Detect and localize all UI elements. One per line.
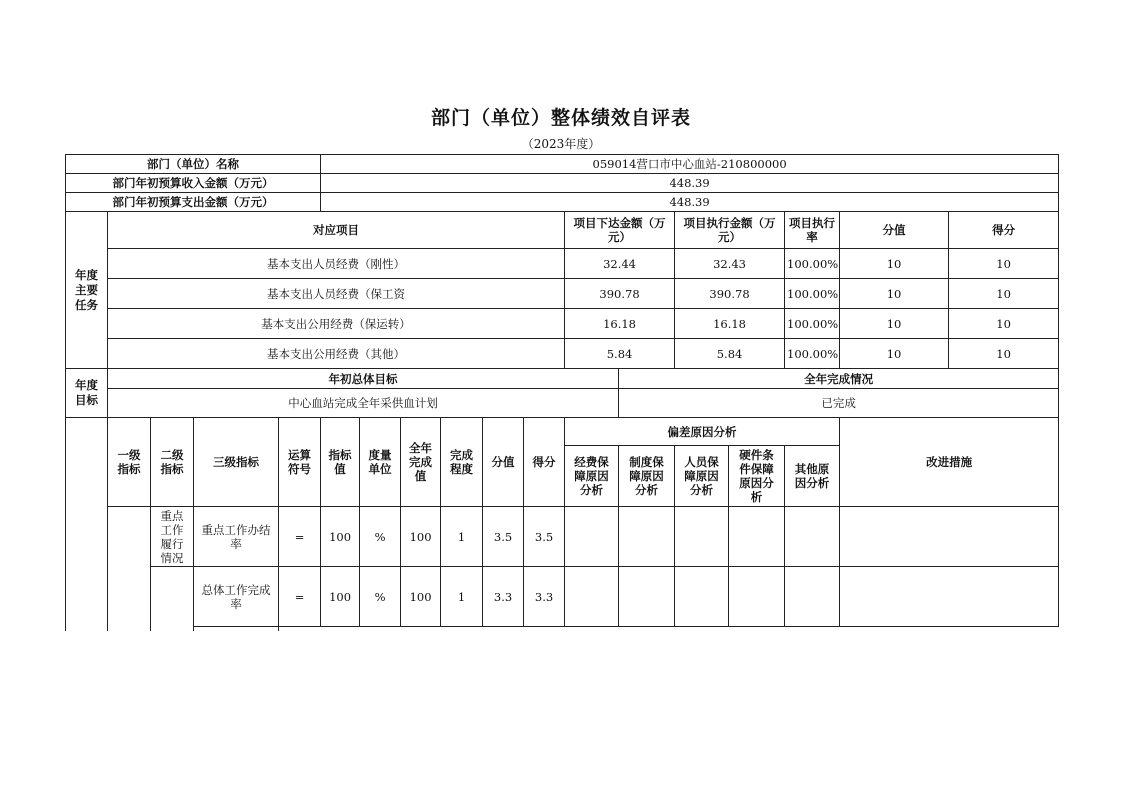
tasks-col-item: 对应项目 [108,212,565,249]
col-level3: 三级指标 [194,418,279,507]
page-subtitle: （2023年度） [521,137,601,151]
goals-plan-header: 年初总体目标 [108,369,619,389]
task-row [66,339,1059,369]
task-score: 10 [949,339,1059,369]
task-rate: 100.00% [785,339,840,369]
improve-cell [840,567,1059,627]
task-score: 10 [949,279,1059,309]
degree-cell: 1 [441,507,483,567]
task-score-value: 10 [840,249,949,279]
level2-cell [151,567,194,631]
unit-name-label: 部门（单位）名称 [66,155,321,174]
task-executed: 16.18 [675,309,785,339]
dev-funding-cell [565,567,619,627]
task-row [66,249,1059,279]
dev-system-cell [619,567,675,627]
actual-cell: 100 [401,507,441,567]
task-budget: 5.84 [565,339,675,369]
dev-staff-cell [675,507,729,567]
col-dev-funding: 经费保 障原因 分析 [565,446,619,507]
unit-cell: % [360,507,401,567]
col-deviation: 偏差原因分析 [565,418,840,446]
tasks-col-score: 得分 [949,212,1059,249]
col-degree: 完成 程度 [441,418,483,507]
degree-cell: 1 [441,567,483,627]
task-item: 基本支出公用经费（保运转） [108,309,565,339]
indicators-section-cell [66,418,108,631]
dev-hardware-cell [729,507,785,567]
income-budget-row [66,174,1059,193]
task-budget: 16.18 [565,309,675,339]
score-value-cell: 3.5 [483,507,524,567]
level2-cell: 重点 工作 履行 情况 [151,507,194,567]
col-score: 得分 [524,418,565,507]
level1-cell [108,507,151,631]
dev-system-cell [619,507,675,567]
level3-cell [194,627,279,631]
task-budget: 390.78 [565,279,675,309]
unit-cell: % [360,567,401,627]
task-rate: 100.00% [785,249,840,279]
indicator-row [66,507,1059,567]
task-executed: 32.43 [675,249,785,279]
tasks-col-score-value: 分值 [840,212,949,249]
operator-cell: = [279,507,321,567]
task-rate: 100.00% [785,279,840,309]
col-dev-hardware: 硬件条 件保障 原因分 析 [729,446,785,507]
task-item: 基本支出人员经费（保工资 [108,279,565,309]
col-improve: 改进措施 [840,418,1059,507]
task-score-value: 10 [840,339,949,369]
col-operator: 运算 符号 [279,418,321,507]
unit-name-value: 059014营口市中心血站-210800000 [321,155,1059,174]
tasks-header-row [66,212,1059,249]
improve-cell [840,507,1059,567]
score-value-cell: 3.3 [483,567,524,627]
operator-cell: = [279,567,321,627]
dev-funding-cell [565,507,619,567]
col-actual: 全年 完成 值 [401,418,441,507]
target-cell: 100 [321,567,360,627]
level3-cell: 重点工作办结 率 [194,507,279,567]
truncated-row [66,627,1059,631]
tasks-col-executed: 项目执行金额（万元） [675,212,785,249]
col-dev-system: 制度保 障原因 分析 [619,446,675,507]
indicator-row [66,567,1059,627]
target-cell: 100 [321,507,360,567]
expense-budget-value: 448.39 [321,193,1059,212]
task-score-value: 10 [840,279,949,309]
actual-cell: 100 [401,567,441,627]
income-budget-value: 448.39 [321,174,1059,193]
task-item: 基本支出人员经费（刚性） [108,249,565,279]
dev-hardware-cell [729,567,785,627]
col-dev-other: 其他原 因分析 [785,446,840,507]
task-row [66,309,1059,339]
task-budget: 32.44 [565,249,675,279]
goals-header-row [66,369,1059,389]
score-cell: 3.3 [524,567,565,627]
tasks-col-rate: 项目执行率 [785,212,840,249]
col-level2: 二级 指标 [151,418,194,507]
level3-cell: 总体工作完成 率 [194,567,279,627]
score-cell: 3.5 [524,507,565,567]
dev-other-cell [785,507,840,567]
income-budget-label: 部门年初预算收入金额（万元） [66,174,321,193]
unit-name-row [66,155,1059,174]
goals-section-label: 年度 目标 [66,369,108,418]
page-title: 部门（单位）整体绩效自评表 [430,107,691,129]
col-target: 指标 值 [321,418,360,507]
task-executed: 390.78 [675,279,785,309]
tasks-section-label: 年度 主要 任务 [66,212,108,369]
col-score-value: 分值 [483,418,524,507]
indicators-header-row [66,418,1059,446]
col-level1: 一级 指标 [108,418,151,507]
task-executed: 5.84 [675,339,785,369]
task-score: 10 [949,309,1059,339]
page-cut [279,627,1059,631]
dev-staff-cell [675,567,729,627]
col-dev-staff: 人员保 障原因 分析 [675,446,729,507]
goals-done-header: 全年完成情况 [619,369,1059,389]
goals-done-text: 已完成 [619,389,1059,418]
expense-budget-row [66,193,1059,212]
task-row [66,279,1059,309]
goals-content-row [66,389,1059,418]
task-score-value: 10 [840,309,949,339]
goals-plan-text: 中心血站完成全年采供血计划 [108,389,619,418]
task-score: 10 [949,249,1059,279]
tasks-col-budget: 项目下达金额（万元） [565,212,675,249]
performance-table [65,154,1059,631]
task-rate: 100.00% [785,309,840,339]
expense-budget-label: 部门年初预算支出金额（万元） [66,193,321,212]
col-unit: 度量 单位 [360,418,401,507]
dev-other-cell [785,567,840,627]
task-item: 基本支出公用经费（其他） [108,339,565,369]
